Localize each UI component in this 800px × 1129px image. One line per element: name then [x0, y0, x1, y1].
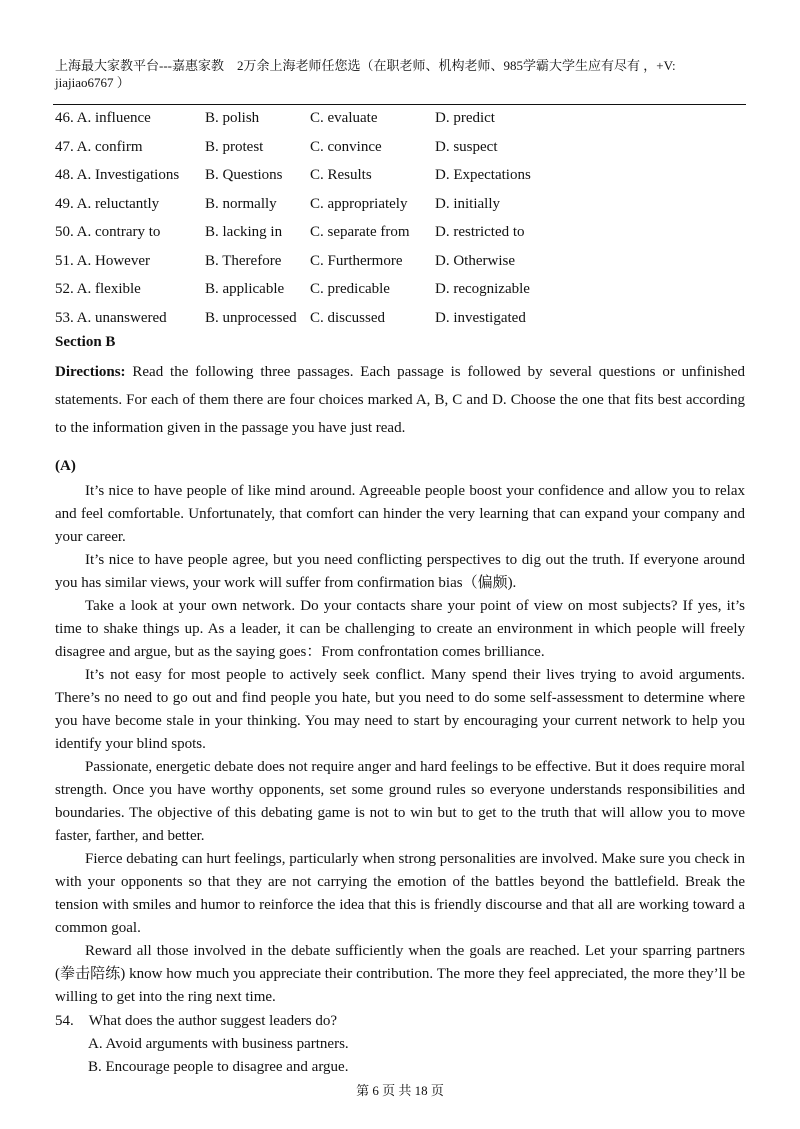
- option-c: C. separate from: [310, 224, 410, 240]
- option-d: D. Expectations: [435, 167, 531, 183]
- option-c: C. discussed: [310, 309, 385, 326]
- option-a: 53. A. unanswered: [55, 309, 167, 326]
- option-b: B. normally: [205, 195, 277, 212]
- passage-label: (A): [55, 458, 76, 474]
- option-a: 51. A. However: [55, 252, 150, 269]
- paragraph: Passionate, energetic debate does not require anger and hard feelings to be effective. But it does require moral strength. Once you have worthy opponents, set some ground rules so everyone understands responsibilities and boundaries. The objective of this debating game is not to win but to get to the truth that will allow you to move faster, farther, and better.: [55, 759, 745, 844]
- option-row-50: [55, 220, 755, 249]
- option-d: D. suspect: [435, 138, 498, 155]
- option-b: B. lacking in: [205, 224, 283, 240]
- header-line-1: 上海最大家教平台---嘉惠家教 2万余上海老师任您选（在职老师、机构老师、985学霸大学生应有尽有 ，+V:: [55, 58, 676, 73]
- option-a: 47. A. confirm: [55, 138, 143, 155]
- option-c: C. predicable: [310, 281, 390, 297]
- option-d: D. recognizable: [435, 281, 530, 297]
- option-c: C. appropriately: [310, 195, 408, 212]
- directions-label: Directions:: [55, 364, 126, 380]
- option-c: C. Results: [310, 167, 372, 183]
- option-d: D. investigated: [435, 309, 526, 326]
- option-row-46: [55, 106, 755, 135]
- paragraph: Take a look at your own network. Do your contacts share your point of view on most subjects? If yes, it’s time to shake things up. As a leader, it can be challenging to create an environment in which people will freely disagree and argue, but as the saying goes：From confrontation comes brilliance.: [55, 598, 745, 660]
- option-c: C. Furthermore: [310, 252, 403, 269]
- option-a: 46. A. influence: [55, 110, 151, 126]
- option-a: 49. A. reluctantly: [55, 195, 160, 212]
- option-b: B. applicable: [205, 281, 285, 297]
- option-b: B. polish: [205, 110, 260, 126]
- option-b: B. Questions: [205, 167, 283, 183]
- option-row-48: [55, 163, 755, 192]
- passage-body: [55, 480, 745, 1009]
- option-row-51: [55, 249, 755, 278]
- question-54: [55, 1010, 745, 1079]
- option-a: 48. A. Investigations: [55, 167, 180, 183]
- paragraph: Fierce debating can hurt feelings, particularly when strong personalities are involved. Make sure you check in with your opponents so that they are not carrying the emotion of the battles beyond the battlefield. Break the tension with smiles and humor to reinforce the idea that this is friendly discourse and that all are working toward a common goal.: [55, 851, 745, 936]
- option-b: B. protest: [205, 138, 264, 155]
- option-a: 50. A. contrary to: [55, 224, 161, 240]
- page-number: 第 6 页 共 18 页: [356, 1083, 444, 1098]
- paragraph: Reward all those involved in the debate sufficiently when the goals are reached. Let your sparring partners (拳击陪练) know how much you appreciate their contribution. The more they feel appreciated, the more they’ll be willing to get into the ring next time.: [55, 943, 745, 1005]
- header-line-2: jiajiao6767 ）: [55, 75, 130, 90]
- section-heading: Section B: [55, 334, 116, 350]
- directions: [55, 358, 745, 442]
- option-d: D. Otherwise: [435, 252, 515, 269]
- option-c: C. convince: [310, 138, 382, 155]
- option-b: B. unprocessed: [205, 309, 297, 326]
- option-d: D. initially: [435, 195, 500, 212]
- choice-a: A. Avoid arguments with business partners.: [88, 1036, 349, 1052]
- option-d: D. predict: [435, 110, 495, 126]
- option-d: D. restricted to: [435, 224, 525, 240]
- page-header: [55, 57, 745, 91]
- directions-text: Read the following three passages. Each passage is followed by several questions or unfinished statements. For each of them there are four choices marked A, B, C and D. Choose the one that fits best according to the information given in the passage you have just read.: [55, 364, 745, 436]
- choice-b: B. Encourage people to disagree and argue.: [88, 1059, 349, 1075]
- paragraph: It’s nice to have people agree, but you need conflicting perspectives to dig out the truth. If everyone around you has similar views, your work will suffer from confirmation bias（偏颇).: [55, 552, 745, 591]
- options-list: [55, 106, 755, 334]
- option-row-47: [55, 135, 755, 164]
- option-a: 52. A. flexible: [55, 281, 141, 297]
- option-b: B. Therefore: [205, 252, 282, 269]
- option-row-53: [55, 306, 755, 335]
- option-c: C. evaluate: [310, 110, 378, 126]
- option-row-49: [55, 192, 755, 221]
- paragraph: It’s not easy for most people to actively seek conflict. Many spend their lives trying to avoid arguments. There’s no need to go out and find people you hate, but you need to do some self-assessment to determine where you have become stale in your thinking. You may need to start by encouraging your current network to help you identify your blind spots.: [55, 667, 745, 752]
- question-stem: 54. What does the author suggest leaders do?: [55, 1013, 338, 1029]
- paragraph: It’s nice to have people of like mind around. Agreeable people boost your confidence and allow you to relax and feel comfortable. Unfortunately, that comfort can hinder the very learning that can expand your company and your career.: [55, 483, 745, 545]
- option-row-52: [55, 277, 755, 306]
- header-divider: [53, 104, 746, 105]
